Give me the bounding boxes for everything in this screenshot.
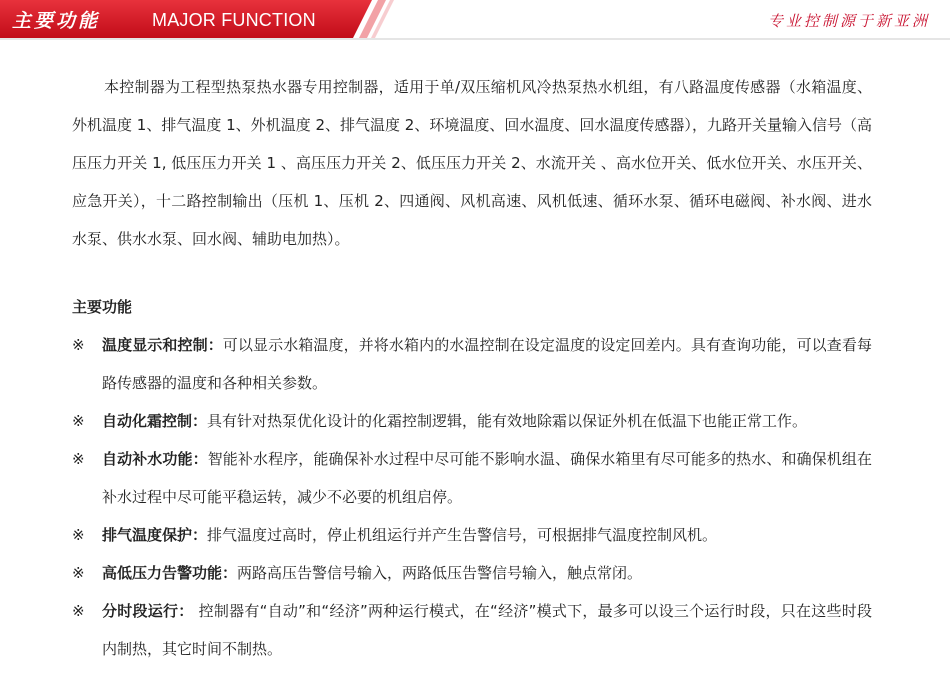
header-title-cn: 主要功能: [12, 10, 101, 32]
feature-item: [72, 592, 872, 668]
feature-name: 分时段运行：: [102, 602, 194, 620]
feature-text: 智能补水程序，能确保补水过程中尽可能不影响水温、确保水箱里有尽可能多的热水、和确保机组在补水过程中尽可能平稳运转，减少不必要的机组启停。: [102, 450, 872, 506]
feature-item: [72, 326, 872, 402]
feature-text: 可以显示水箱温度，并将水箱内的水温控制在设定温度的设定回差内。具有查询功能，可以查看每路传感器的温度和各种相关参数。: [102, 336, 872, 392]
reference-mark-icon: ※: [72, 526, 85, 544]
feature-item: [72, 440, 872, 516]
feature-name: 排气温度保护：: [102, 526, 208, 544]
section-title: 主要功能: [72, 298, 133, 316]
feature-name: 自动补水功能：: [102, 450, 208, 468]
reference-mark-icon: ※: [72, 412, 85, 430]
feature-text: 控制器有“自动”和“经济”两种运行模式，在“经济”模式下，最多可以设三个运行时段，只在这些时段内制热，其它时间不制热。: [102, 602, 872, 658]
main-content: [72, 68, 872, 668]
feature-item: [72, 402, 872, 440]
feature-item: [72, 554, 872, 592]
feature-name: 自动化霜控制：: [102, 412, 208, 430]
feature-name: 温度显示和控制：: [102, 336, 223, 354]
reference-mark-icon: ※: [72, 336, 85, 354]
header-banner: [0, 0, 950, 40]
feature-text: 排气温度过高时，停止机组运行并产生告警信号，可根据排气温度控制风机。: [207, 526, 718, 544]
header-slogan: 专业控制源于新亚洲: [767, 12, 930, 30]
feature-text: 两路高压告警信号输入，两路低压告警信号输入，触点常闭。: [237, 564, 643, 582]
reference-mark-icon: ※: [72, 450, 85, 468]
feature-item: [72, 516, 872, 554]
intro-paragraph: 本控制器为工程型热泵热水器专用控制器，适用于单/双压缩机风冷热泵热水机组，有八路温度传感器（水箱温度、外机温度 1、排气温度 1、外机温度 2、排气温度 2、环境温度、回水温度、回水温度传感器），九路开关量输入信号（高压压力开关 1, 低压压力开关 1 、高压压力开关 2、低压压力开关 2、水流开关 、高水位开关、低水位开关、水压开关、应急开关），十二路控制输出（压机 1、压机 2、四通阀、风机高速、风机低速、循环水泵、循环电磁阀、补水阀、进水水泵、供水水泵、回水阀、辅助电加热）。: [72, 78, 872, 248]
feature-name: 高低压力告警功能：: [102, 564, 238, 582]
feature-list: [72, 326, 872, 668]
header-title-en: MAJOR FUNCTION: [152, 10, 316, 30]
feature-text: 具有针对热泵优化设计的化霜控制逻辑，能有效地除霜以保证外机在低温下也能正常工作。: [207, 412, 808, 430]
reference-mark-icon: ※: [72, 564, 85, 582]
reference-mark-icon: ※: [72, 602, 85, 620]
